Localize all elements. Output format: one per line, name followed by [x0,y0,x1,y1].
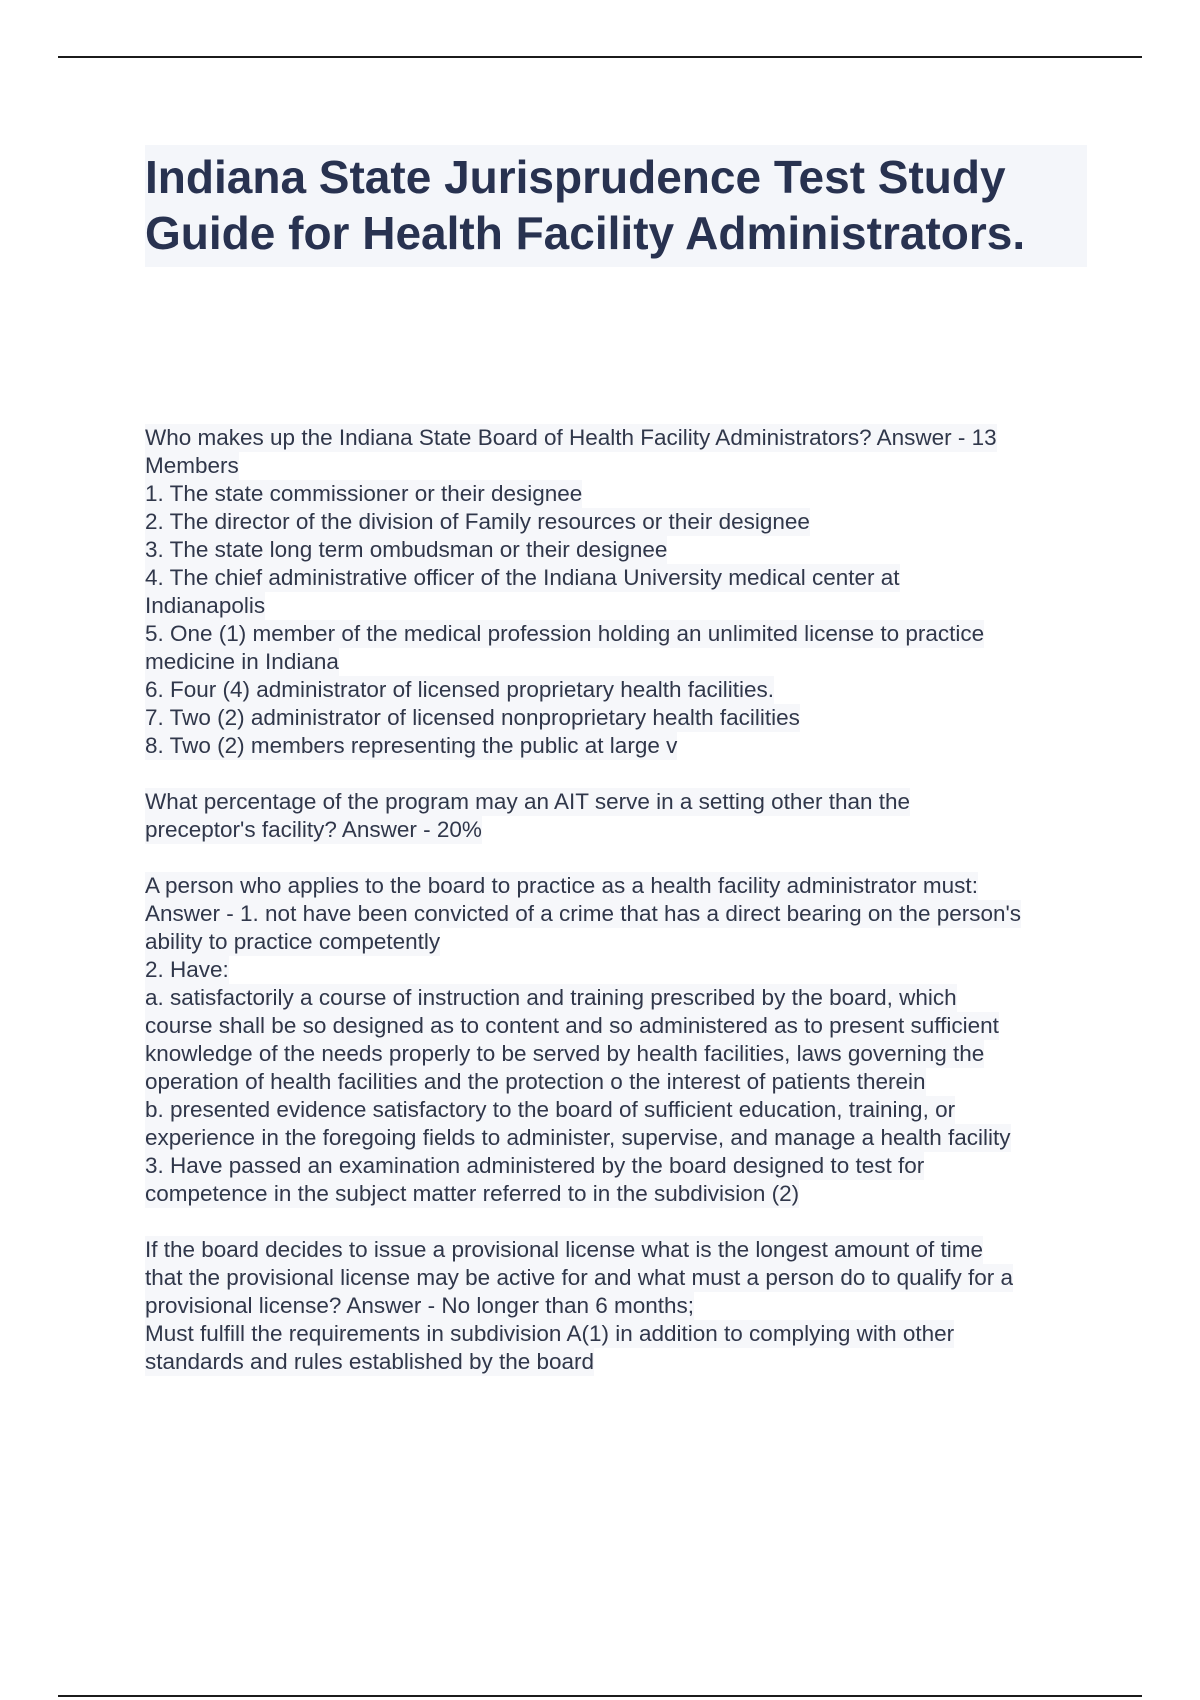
text-line: If the board decides to issue a provisional license what is the longest amount of time [145,1237,983,1262]
text-line: experience in the foregoing fields to administer, supervise, and manage a health facility [145,1125,1011,1150]
text-line: Must fulfill the requirements in subdivision A(1) in addition to complying with other [145,1321,955,1346]
title-line-2: Guide for Health Facility Administrators. [145,207,1026,259]
qa-block-provisional-license [145,1236,1095,1376]
text-line: Members [145,453,239,478]
text-line: 6. Four (4) administrator of licensed proprietary health facilities. [145,677,775,702]
qa-block-applicant-requirements [145,872,1095,1208]
title-line-1: Indiana State Jurisprudence Test Study [145,151,1006,203]
text-line: 8. Two (2) members representing the public at large v [145,733,678,758]
qa-block-ait-percentage [145,788,1095,844]
text-line: 1. The state commissioner or their designee [145,481,583,506]
text-line: A person who applies to the board to practice as a health facility administrator must: [145,873,978,898]
text-line: 7. Two (2) administrator of licensed nonproprietary health facilities [145,705,800,730]
text-line: operation of health facilities and the protection o the interest of patients therein [145,1069,926,1094]
text-line: knowledge of the needs properly to be served by health facilities, laws governing the [145,1041,985,1066]
bottom-rule [58,1695,1142,1697]
text-line: competence in the subject matter referred to in the subdivision (2) [145,1181,800,1206]
text-line: Who makes up the Indiana State Board of Health Facility Administrators? Answer - 13 [145,425,997,450]
text-line: 3. Have passed an examination administered by the board designed to test for [145,1153,925,1178]
text-line: provisional license? Answer - No longer than 6 months; [145,1293,695,1318]
qa-block-board-members [145,424,1095,760]
text-line: preceptor's facility? Answer - 20% [145,817,482,842]
text-line: Indianapolis [145,593,266,618]
study-content [145,424,1095,1376]
text-line: 3. The state long term ombudsman or their designee [145,537,668,562]
block-gap [145,760,1095,788]
text-line: What percentage of the program may an AIT serve in a setting other than the [145,789,911,814]
text-line: 2. Have: [145,957,229,982]
page-title [145,145,1087,267]
text-line: standards and rules established by the board [145,1349,595,1374]
text-line: b. presented evidence satisfactory to the board of sufficient education, training, or [145,1097,956,1122]
text-line: 5. One (1) member of the medical profession holding an unlimited license to practice [145,621,985,646]
block-gap [145,844,1095,872]
text-line: course shall be so designed as to content and so administered as to present sufficient [145,1013,999,1038]
text-line: Answer - 1. not have been convicted of a crime that has a direct bearing on the person's [145,901,1022,926]
text-line: a. satisfactorily a course of instruction and training prescribed by the board, which [145,985,957,1010]
text-line: 2. The director of the division of Family resources or their designee [145,509,810,534]
top-rule [58,56,1142,58]
text-line: 4. The chief administrative officer of the Indiana University medical center at [145,565,900,590]
text-line: ability to practice competently [145,929,441,954]
block-gap [145,1208,1095,1236]
text-line: that the provisional license may be active for and what must a person do to qualify for a [145,1265,1013,1290]
text-line: medicine in Indiana [145,649,339,674]
